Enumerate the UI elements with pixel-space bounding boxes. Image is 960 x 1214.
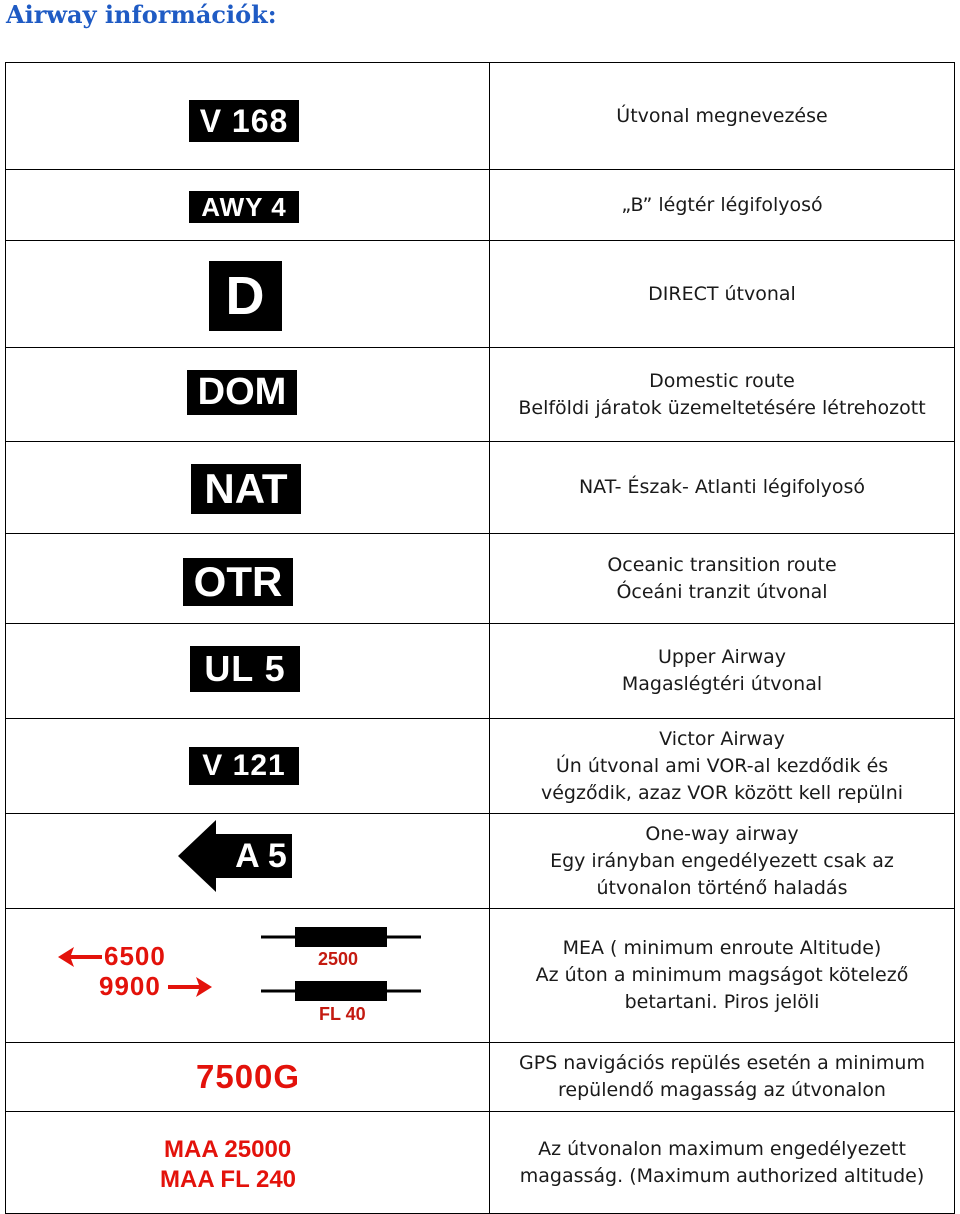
description-cell	[490, 1112, 955, 1214]
description-line: Magaslégtéri útvonal	[621, 673, 823, 695]
airway-badge-dom: DOM	[187, 370, 297, 415]
symbol-cell	[6, 63, 490, 170]
description-line: DIRECT útvonal	[648, 282, 796, 305]
table-row	[6, 348, 955, 442]
description-line: Egy irányban engedélyezett csak az	[550, 849, 894, 872]
description-cell	[490, 624, 955, 719]
table-row	[6, 1043, 955, 1112]
description-cell	[490, 814, 955, 909]
description-cell	[490, 442, 955, 534]
description-line: Útvonal megnevezése	[616, 104, 828, 127]
table-row	[6, 170, 955, 241]
symbol-cell	[6, 534, 490, 624]
airway-badge-direct: D	[209, 261, 282, 331]
airway-badge-ul5: UL 5	[190, 646, 300, 692]
description-cell	[490, 1043, 955, 1112]
table-row	[6, 442, 955, 534]
description-cell	[490, 909, 955, 1043]
description-line: Az útvonalon maximum engedélyezett	[538, 1137, 906, 1160]
symbol-cell	[6, 170, 490, 241]
description-line: Domestic route	[649, 369, 795, 392]
symbol-cell	[6, 909, 490, 1043]
description-line: végződik, azaz VOR között kell repülni	[540, 781, 904, 804]
maa-value-2: MAA FL 240	[160, 1166, 297, 1193]
airway-badge-v121: V 121	[189, 747, 299, 785]
description-line: betartani. Piros jelöli	[624, 991, 820, 1013]
mea-segment-value: 2500	[318, 949, 359, 969]
mea-value-2: 9900	[99, 971, 161, 1001]
description-cell	[490, 348, 955, 442]
description-line: Belföldi járatok üzemeltetésére létrehozott	[518, 396, 926, 419]
table-row	[6, 241, 955, 348]
symbol-cell	[6, 241, 490, 348]
description-line: „B” légtér légifolyosó	[621, 193, 823, 216]
table-row	[6, 534, 955, 624]
description-line: Oceanic transition route	[607, 553, 837, 576]
symbol-cell	[6, 348, 490, 442]
description-cell	[490, 63, 955, 170]
mea-value-1: 6500	[104, 941, 166, 971]
description-line: Victor Airway	[659, 727, 785, 750]
symbol-cell	[6, 1112, 490, 1214]
airway-badge-awy4: AWY 4	[189, 191, 299, 223]
airway-badge-otr: OTR	[183, 558, 293, 606]
description-line: One-way airway	[645, 822, 799, 845]
gps-altitude-value: 7500G	[196, 1058, 301, 1095]
description-cell	[490, 241, 955, 348]
table-row	[6, 63, 955, 170]
description-cell	[490, 534, 955, 624]
description-line: Az úton a minimum magságot kötelező	[535, 964, 909, 986]
symbol-cell	[6, 442, 490, 534]
description-line: repülendő magasság az útvonalon	[558, 1079, 886, 1101]
description-cell	[490, 719, 955, 814]
description-line: NAT- Észak- Atlanti légifolyosó	[578, 476, 866, 498]
one-way-label: A 5	[235, 836, 287, 875]
mea-segment-flight-level: FL 40	[319, 1004, 366, 1024]
maa-value-1: MAA 25000	[164, 1136, 292, 1163]
left-arrow-icon	[58, 947, 102, 967]
table-row	[6, 624, 955, 719]
symbol-cell	[6, 814, 490, 909]
symbol-cell	[6, 624, 490, 719]
description-line: Upper Airway	[657, 646, 787, 668]
page-title: Airway információk:	[6, 0, 277, 29]
airway-info-table	[5, 62, 955, 1214]
description-line: MEA ( minimum enroute Altitude)	[562, 937, 882, 959]
table-row	[6, 1112, 955, 1214]
table-row	[6, 909, 955, 1043]
table-row	[6, 719, 955, 814]
description-line: Ún útvonal ami VOR-al kezdődik és	[555, 754, 889, 777]
table-row	[6, 814, 955, 909]
description-line: magasság. (Maximum authorized altitude)	[519, 1164, 925, 1187]
airway-badge-nat: NAT	[191, 464, 301, 514]
description-line: GPS navigációs repülés esetén a minimum	[519, 1052, 925, 1074]
right-arrow-icon	[168, 977, 212, 997]
symbol-cell	[6, 1043, 490, 1112]
symbol-cell	[6, 719, 490, 814]
description-line: Óceáni tranzit útvonal	[616, 580, 828, 603]
airway-badge-v168: V 168	[189, 100, 299, 142]
description-line: útvonalon történő haladás	[596, 876, 848, 899]
description-cell	[490, 170, 955, 241]
